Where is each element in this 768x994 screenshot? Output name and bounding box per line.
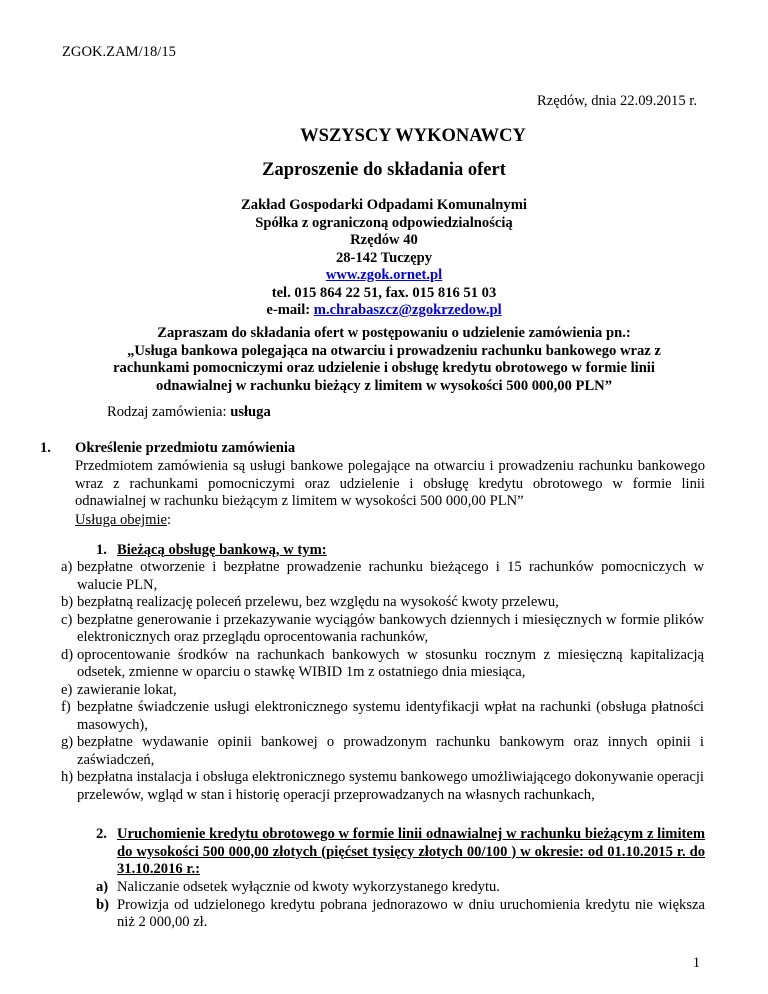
company-form: Spółka z ograniczoną odpowiedzialnością (255, 214, 513, 231)
subsection-2-title: Uruchomienie kredytu obrotowego w formie linii odnawialnej w rachunku bieżącym z limitem do wysokości 500 000,00 złotych (pięćset tysięcy złotych 00/100 ) w okresie: od 01.10.2015 r. do 31.10.2016 r.: (117, 826, 705, 877)
item-label: b) (61, 594, 74, 610)
page-title: Zaproszenie do składania ofert (262, 160, 506, 180)
company-name: Zakład Gospodarki Odpadami Komunalnymi (241, 197, 527, 213)
list-item (61, 699, 704, 734)
item-text: Naliczanie odsetek wyłącznie od kwoty wykorzystanego kredytu. (117, 879, 500, 895)
item-label: g) (61, 734, 74, 750)
page-number: 1 (692, 955, 700, 971)
item-label: c) (61, 611, 73, 628)
list-item (96, 897, 705, 932)
email-link[interactable]: m.chrabaszcz@zgokrzedow.pl (313, 302, 502, 318)
list-item (61, 647, 704, 682)
company-phone: tel. 015 864 22 51, fax. 015 816 51 03 (271, 284, 497, 301)
company-email-line (0, 302, 768, 320)
place-date: Rzędów, dnia 22.09.2015 r. (537, 93, 697, 109)
item-label: a) (96, 879, 109, 895)
list-item (61, 612, 704, 647)
company-street: Rzędów 40 (350, 232, 418, 248)
list-item (96, 879, 705, 897)
item-text: bezpłatna instalacja i obsługa elektronicznego systemu bankowego umożliwiającego dokonywanie operacji przelewów, wgląd w stan i historię operacji przeprowadzanych na własnych rachunkach, (77, 769, 704, 803)
invitation-block (0, 325, 768, 395)
section-1-text: Przedmiotem zamówienia są usługi bankowe polegające na otwarciu i prowadzeniu rachunku bankowego wraz z rachunkami pomocniczymi oraz udzielenie i obsługę kredytu obrotowego w formie linii odnawialnej w rachunku bieżącym z limitem w wysokości 500 000,00 PLN” (75, 458, 705, 509)
item-label: d) (61, 646, 74, 663)
subsection-1-title: Bieżącą obsługę bankową, w tym: (117, 542, 327, 558)
covers-colon: : (167, 512, 172, 528)
company-block (0, 197, 768, 320)
list-item (61, 559, 704, 594)
item-text: Prowizja od udzielonego kredytu pobrana jednorazowo w dniu uruchomienia kredytu nie większa niż 2 000,00 zł. (117, 896, 705, 930)
list-item (61, 734, 704, 769)
list-item (61, 594, 704, 612)
item-label: e) (61, 681, 73, 698)
item-text: zawieranie lokat, (77, 681, 177, 698)
email-label: e-mail: (266, 302, 314, 318)
subsection-2-number: 2. (96, 826, 107, 842)
item-text: oprocentowanie środków na rachunkach bankowych w stosunku rocznym z miesięczną kapitalizacją odsetek, zmienne w oparciu o stawkę WIBID 1m z ostatniego dnia miesiąca, (77, 646, 704, 680)
reference-number: ZGOK.ZAM/18/15 (62, 44, 176, 60)
section-1-title: Określenie przedmiotu zamówienia (75, 440, 296, 456)
order-type-label: Rodzaj zamówienia: (107, 404, 231, 420)
list-item (61, 682, 704, 700)
item-text: bezpłatne wydawanie opinii bankowej o prowadzonym rachunku bankowym oraz innych opinii i zaświadczeń, (77, 734, 704, 768)
subsection-1-number: 1. (96, 542, 107, 558)
section-1-covers (75, 512, 171, 530)
item-text: bezpłatne świadczenie usługi elektronicznego systemu identyfikacji wpłat na rachunki (obsługa płatności masowych), (77, 699, 704, 733)
subsection-1-list (61, 559, 704, 804)
invitation-line-1: Zapraszam do składania ofert w postępowaniu o udzielenie zamówienia pn.: (157, 325, 631, 341)
item-text: bezpłatne otworzenie i bezpłatne prowadzenie rachunku bieżącego i 15 rachunków pomocniczych w walucie PLN, (77, 559, 704, 593)
item-label: a) (61, 559, 73, 575)
item-label: f) (61, 699, 71, 715)
order-type (107, 404, 271, 422)
invitation-line-3: rachunkami pomocniczymi oraz udzielenie i obsługę kredytu obrotowego w formie linii (113, 360, 655, 376)
item-text: bezpłatne generowanie i przekazywanie wyciągów bankowych dziennych i miesięcznych w formie plików elektronicznych oraz przeglądu oprocentowania rachunków, (77, 611, 704, 645)
website-link[interactable]: www.zgok.ornet.pl (325, 267, 443, 283)
invitation-line-2: „Usługa bankowa polegająca na otwarciu i prowadzeniu rachunku bankowego wraz z (127, 342, 661, 359)
item-text: bezpłatną realizację poleceń przelewu, bez względu na wysokość kwoty przelewu, (77, 594, 559, 610)
list-item (61, 769, 704, 804)
addressee: WSZYSCY WYKONAWCY (300, 126, 526, 146)
order-type-value: usługa (230, 404, 271, 420)
section-1-number: 1. (40, 440, 51, 456)
subsection-2-list (96, 879, 705, 932)
covers-label: Usługa obejmie (75, 512, 168, 528)
company-postal: 28-142 Tuczępy (335, 249, 433, 266)
item-label: h) (61, 769, 74, 785)
invitation-line-4: odnawialnej w rachunku bieżący z limitem w wysokości 500 000,00 PLN” (155, 377, 613, 394)
item-label: b) (96, 896, 109, 913)
